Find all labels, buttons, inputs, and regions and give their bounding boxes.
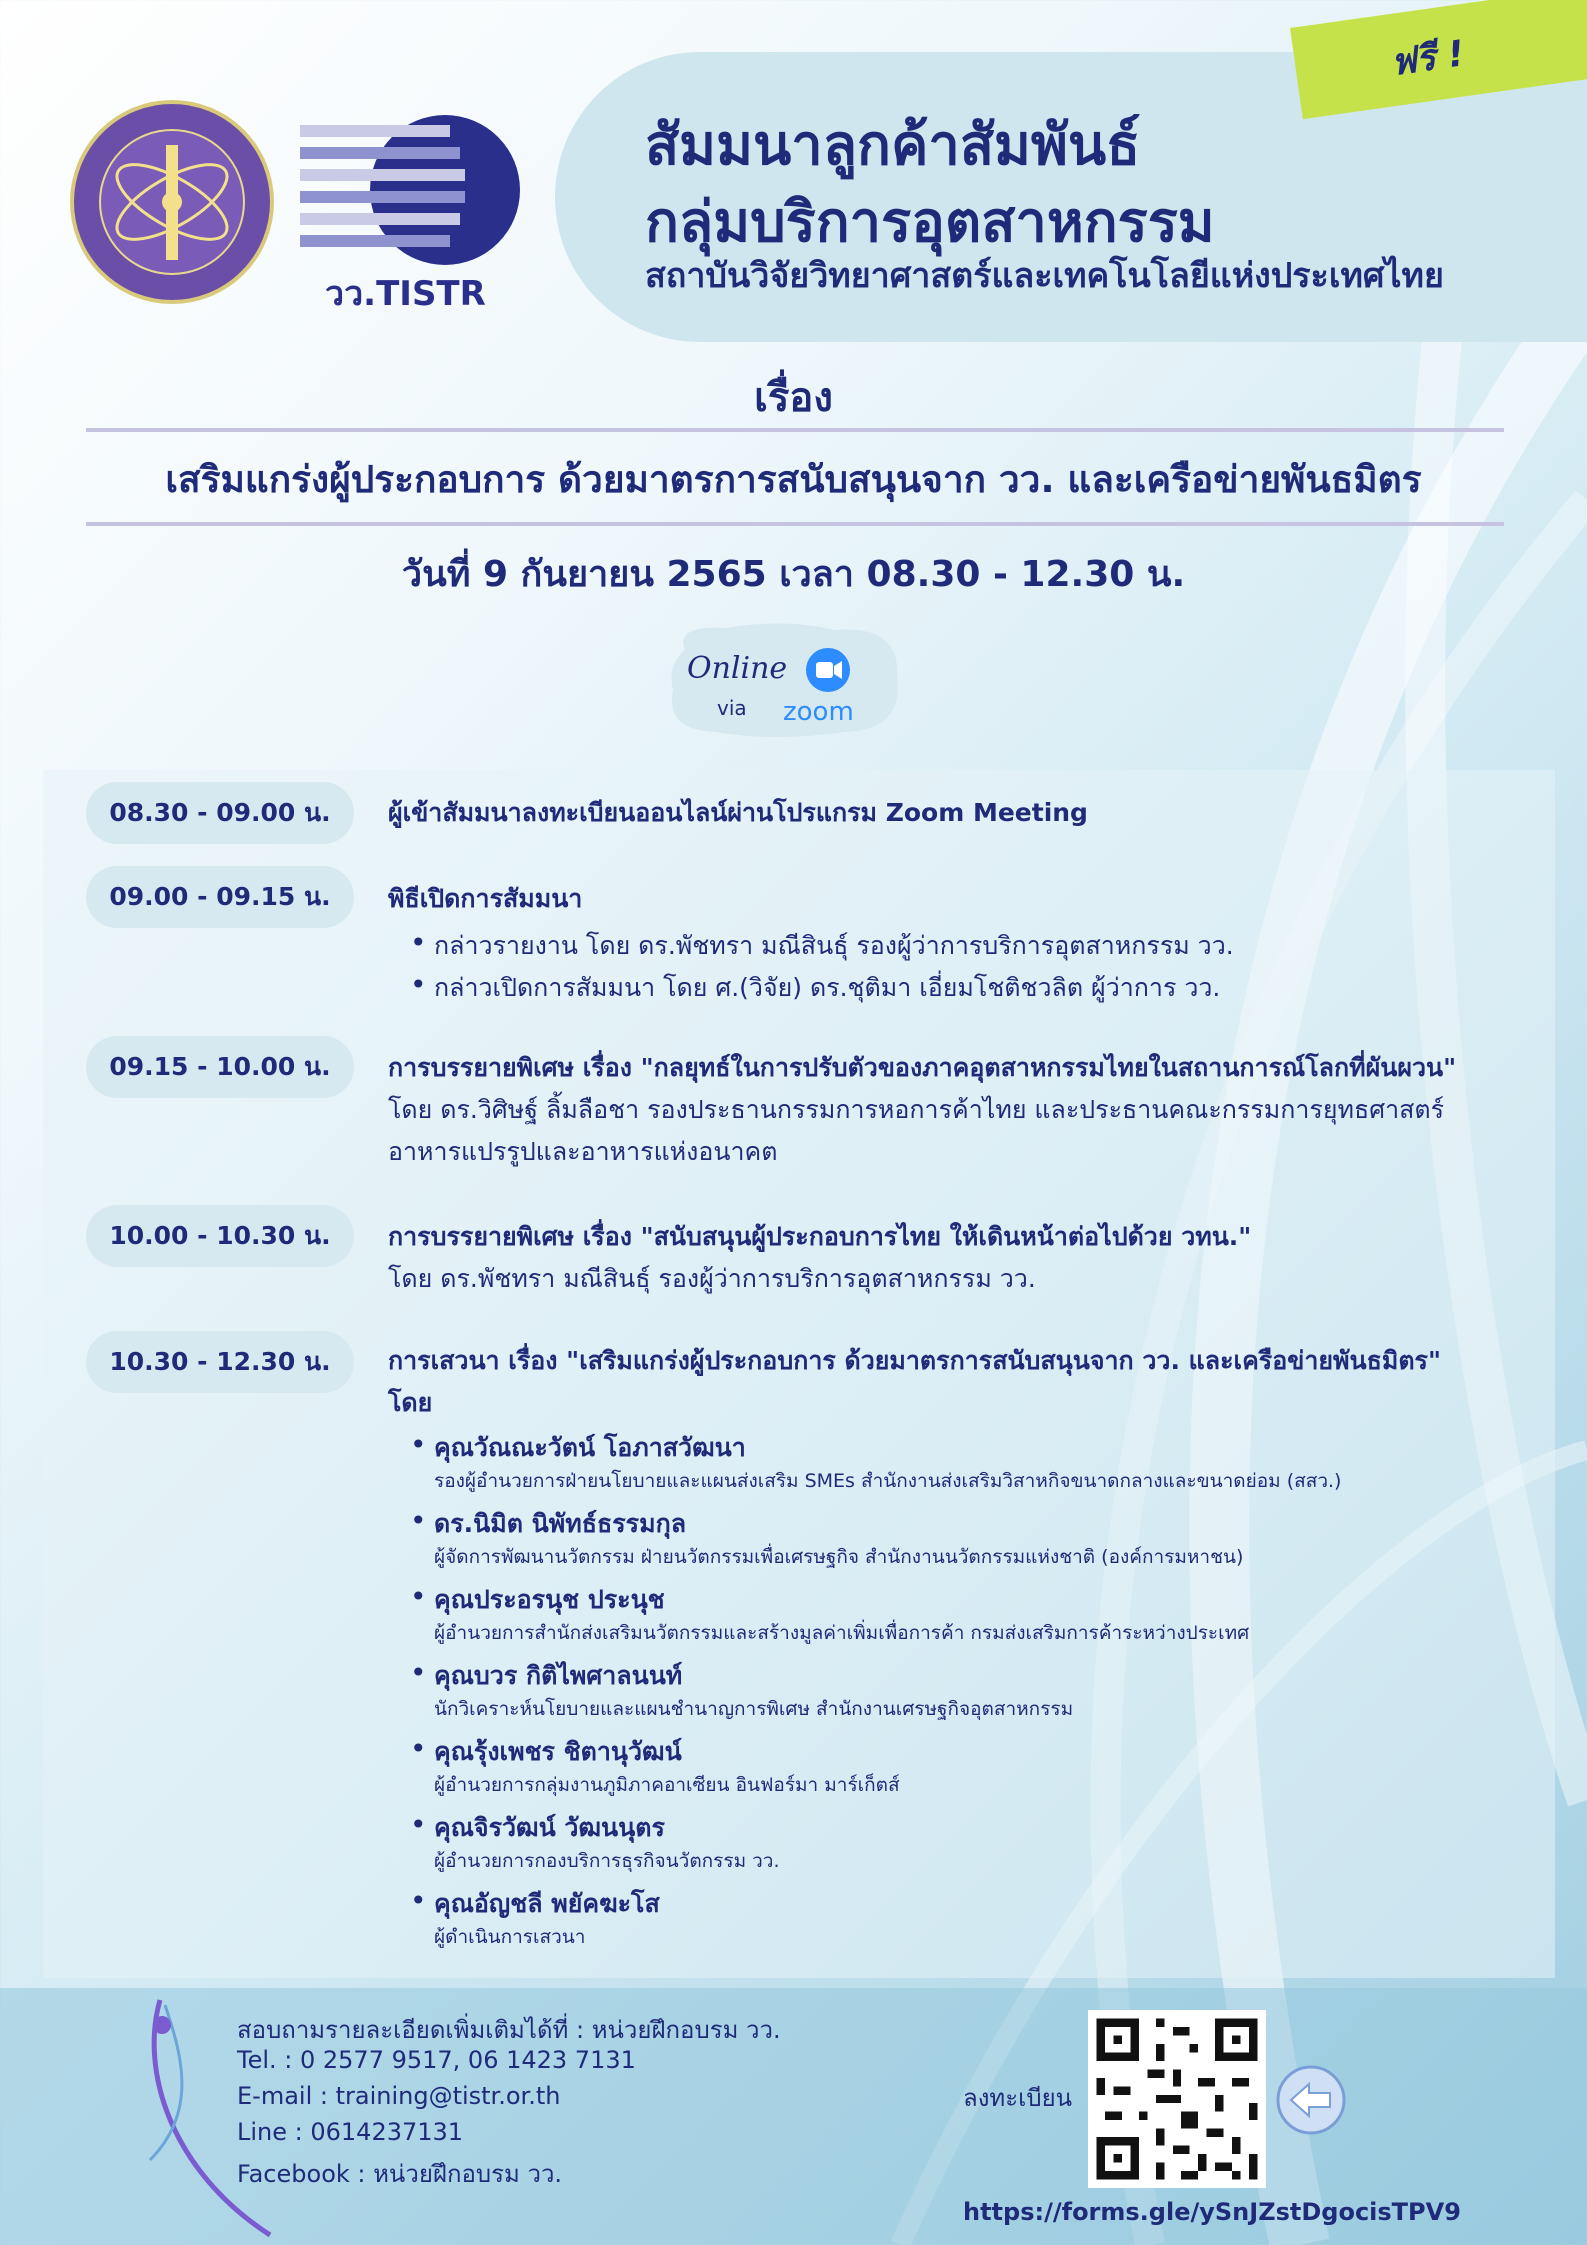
zoom-text: zoom — [783, 697, 854, 727]
back-arrow-icon[interactable] — [1275, 2064, 1347, 2136]
agenda-time-1: 08.30 - 09.00 น. — [86, 782, 354, 844]
free-tag-label: ฟรี ! — [1388, 33, 1467, 85]
divider-bottom — [86, 522, 1504, 526]
panelist-name: คุณอัญชลี พยัคฆะโส — [434, 1889, 660, 1918]
panelist-role: ผู้จัดการพัฒนานวัตกรรม ฝ่ายนวัตกรรมเพื่อเศรษฐกิจ สำนักงานนวัตกรรมแห่งชาติ (องค์การมหาชน) — [434, 1546, 1244, 1568]
contact-phone: Tel. : 0 2577 9517, 06 1423 7131 — [237, 2046, 636, 2074]
panelist-name: คุณจิรวัฒน์ วัฒนนุตร — [434, 1813, 665, 1842]
title-line-1: สัมมนาลูกค้าสัมพันธ์ — [645, 113, 1141, 178]
contact-line-id: Line : 0614237131 — [237, 2118, 464, 2146]
agenda-title-2: พิธีเปิดการสัมมนา — [388, 884, 583, 913]
agenda-time-4: 10.00 - 10.30 น. — [86, 1205, 354, 1267]
panelist-name: คุณรุ้งเพชร ชิตานุวัฒน์ — [434, 1737, 682, 1766]
registration-qr-code[interactable] — [1088, 2010, 1266, 2188]
panelist-role: ผู้อำนวยการสำนักส่งเสริมนวัตกรรมและสร้างมูลค่าเพิ่มเพื่อการค้า กรมส่งเสริมการค้าระหว่างประเทศ — [434, 1622, 1250, 1644]
tistr-logo-text: วว.TISTR — [325, 274, 486, 314]
agenda-line-5-2: โดย — [388, 1388, 433, 1417]
panelist-role: ผู้ดำเนินการเสวนา — [434, 1926, 586, 1948]
panelist-role: ผู้อำนวยการกลุ่มงานภูมิภาคอาเซียน อินฟอร์มา มาร์เก็ตส์ — [434, 1774, 900, 1796]
agenda-title-5: การเสวนา เรื่อง "เสริมแกร่งผู้ประกอบการ ด้วยมาตรการสนับสนุนจาก วว. และเครือข่ายพันธมิตร" — [388, 1346, 1442, 1375]
panelist-role: รองผู้อำนวยการฝ่ายนโยบายและแผนส่งเสริม SMEs สำนักงานส่งเสริมวิสาหกิจขนาดกลางและขนาดย่อม (สสว.) — [434, 1470, 1342, 1492]
header-logos — [70, 100, 540, 320]
title-line-3: สถาบันวิจัยวิทยาศาสตร์และเทคโนโลยีแห่งประเทศไทย — [645, 256, 1444, 296]
online-text: Online — [687, 651, 788, 686]
divider-top — [86, 428, 1504, 432]
agenda-title-3: การบรรยายพิเศษ เรื่อง "กลยุทธ์ในการปรับตัวของภาคอุตสาหกรรมไทยในสถานการณ์โลกที่ผันผวน" — [388, 1053, 1457, 1082]
panelist-role: ผู้อำนวยการกองบริการธุรกิจนวัตกรรม วว. — [434, 1850, 780, 1872]
online-zoom-badge — [665, 620, 905, 740]
seminar-topic: เสริมแกร่งผู้ประกอบการ ด้วยมาตรการสนับสนุนจาก วว. และเครือข่ายพันธมิตร — [165, 458, 1422, 501]
register-label: ลงทะเบียน — [963, 2084, 1073, 2112]
agenda-time-3: 09.15 - 10.00 น. — [86, 1036, 354, 1098]
contact-facebook[interactable]: Facebook : หน่วยฝึกอบรม วว. — [237, 2160, 563, 2188]
contact-line: สอบถามรายละเอียดเพิ่มเติมได้ที่ : หน่วยฝึกอบรม วว. — [237, 2016, 781, 2044]
agenda-line-4-2: โดย ดร.พัชทรา มณีสินธุ์ รองผู้ว่าการบริการอุตสาหกรรม วว. — [388, 1264, 1036, 1293]
agenda-time-2: 09.00 - 09.15 น. — [86, 866, 354, 928]
agenda-title-1: ผู้เข้าสัมมนาลงทะเบียนออนไลน์ผ่านโปรแกรม Zoom Meeting — [388, 798, 1088, 827]
ministry-seal-logo — [70, 100, 275, 305]
agenda-line-3-2: โดย ดร.วิศิษฐ์ ลิ้มลือชา รองประธานกรรมการหอการค้าไทย และประธานคณะกรรมการยุทธศาสตร์ — [388, 1095, 1445, 1124]
agenda-title-4: การบรรยายพิเศษ เรื่อง "สนับสนุนผู้ประกอบการไทย ให้เดินหน้าต่อไปด้วย วทน." — [388, 1222, 1252, 1251]
registration-link[interactable]: https://forms.gle/ySnJZstDgocisTPV9 — [963, 2198, 1461, 2226]
panelist-name: คุณบวร กิติไพศาลนนท์ — [434, 1661, 683, 1690]
agenda-time-5: 10.30 - 12.30 น. — [86, 1331, 354, 1393]
panelist-name: คุณวัณณะวัตน์ โอภาสวัฒนา — [434, 1433, 746, 1462]
panelist-name: ดร.นิมิต นิพัทธ์ธรรมกุล — [434, 1509, 687, 1538]
via-text: via — [717, 696, 747, 720]
agenda-line-3-3: อาหารแปรรูปและอาหารแห่งอนาคต — [388, 1137, 778, 1166]
title-line-2: กลุ่มบริการอุตสาหกรรม — [645, 190, 1215, 255]
subject-label: เรื่อง — [754, 375, 833, 421]
panelist-role: นักวิเคราะห์นโยบายและแผนชำนาญการพิเศษ สำนักงานเศรษฐกิจอุตสาหกรรม — [434, 1698, 1074, 1720]
panelist-name: คุณประอรนุช ประนุช — [434, 1585, 665, 1614]
seminar-date: วันที่ 9 กันยายน 2565 เวลา 08.30 - 12.30 น. — [401, 554, 1186, 595]
tistr-logo — [300, 105, 525, 320]
contact-email[interactable]: E-mail : training@tistr.or.th — [237, 2082, 561, 2110]
